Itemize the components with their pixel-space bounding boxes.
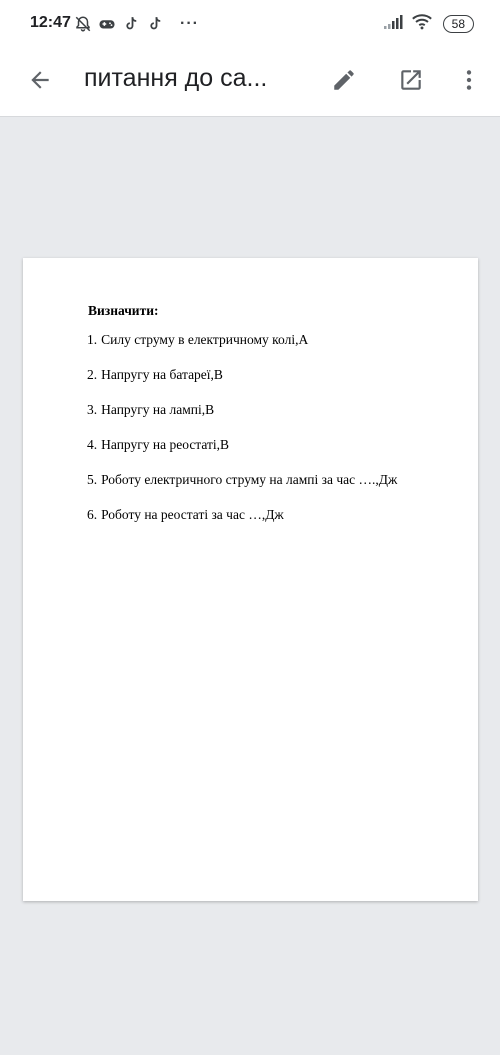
list-item: 6. Роботу на реостаті за час …,Дж xyxy=(87,507,284,522)
signal-icon xyxy=(383,14,403,35)
app-bar xyxy=(0,48,500,117)
edit-button[interactable] xyxy=(324,60,364,100)
more-options-button[interactable] xyxy=(449,60,489,100)
tiktok-icon xyxy=(122,15,140,33)
pencil-icon xyxy=(331,67,357,93)
question-list xyxy=(87,332,397,542)
list-item: 1. Силу струму в електричному колі,А xyxy=(87,332,309,347)
battery-indicator: 58 xyxy=(443,15,474,33)
document-title: питання до са... xyxy=(84,64,268,92)
wifi-icon xyxy=(411,13,433,35)
more-vert-icon xyxy=(456,67,482,93)
status-bar xyxy=(0,0,500,48)
document-page xyxy=(23,258,478,901)
tiktok-icon xyxy=(146,15,164,33)
more-notifications-icon: ··· xyxy=(180,15,199,32)
status-notification-icons xyxy=(74,14,199,34)
status-right xyxy=(383,13,474,35)
list-item: 2. Напругу на батареї,В xyxy=(87,367,223,382)
open-external-button[interactable] xyxy=(391,60,431,100)
list-item: 4. Напругу на реостаті,В xyxy=(87,437,230,452)
arrow-back-icon xyxy=(27,67,53,93)
document-heading: Визначити: xyxy=(88,303,159,318)
list-item: 5. Роботу електричного струму на лампі за час ….,Дж xyxy=(87,472,398,487)
status-time: 12:47 xyxy=(30,14,71,31)
gamepad-icon xyxy=(98,15,116,33)
back-button[interactable] xyxy=(20,60,60,100)
muted-bell-icon xyxy=(74,15,92,33)
open-in-new-icon xyxy=(398,67,424,93)
list-item: 3. Напругу на лампі,В xyxy=(87,402,215,417)
